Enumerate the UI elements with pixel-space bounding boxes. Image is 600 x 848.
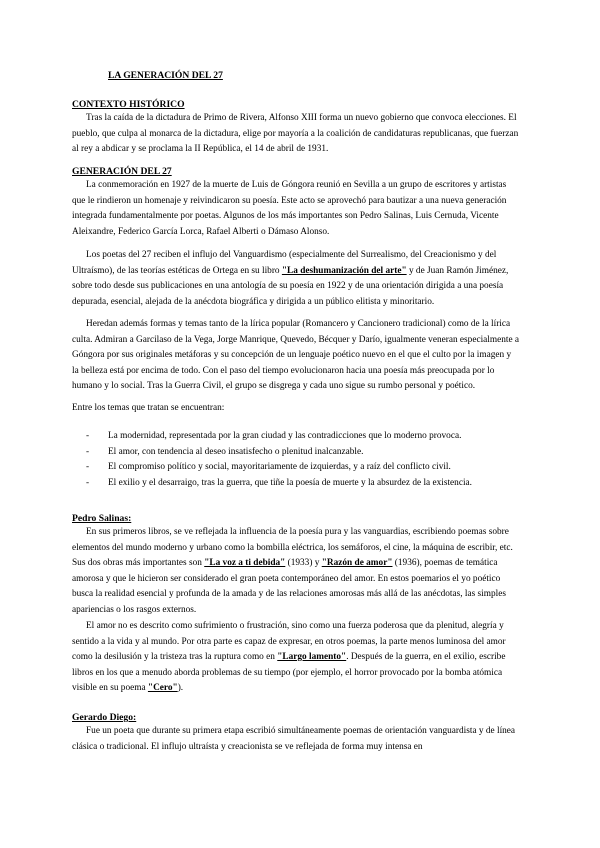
poem-title-largo-lamento: "Largo lamento" <box>277 652 347 662</box>
text-segment: El amor no es descrito como sufrimiento o frustración, sino como una fuerza poderosa que da plenitud, alegría y sentido a la vida y al mundo. Por otra parte es capaz de expresar, en otros poemas, la parte menos luminosa del amor como la desilusión y la tristeza tras la ruptura como en <box>72 621 506 662</box>
text-segment: (1933) y <box>285 558 322 568</box>
dash-bullet: - <box>86 477 90 488</box>
paragraph-generacion-2 <box>72 248 520 310</box>
document-title: LA GENERACIÓN DEL 27 <box>108 70 223 81</box>
list-item-text: El amor, con tendencia al deseo insatisfecho o plenitud inalcanzable. <box>108 446 364 457</box>
book-title-razon-de-amor: "Razón de amor" <box>321 558 393 568</box>
heading-generacion-27: GENERACIÓN DEL 27 <box>72 166 172 177</box>
text-segment: y de Juan Ramón Jiménez, sobre todo desde sus publicaciones en una antología de su poesía en 1922 y de una orientación dirigida a una poesía depurada, esencial, alejada de la anécdota biográfica y dirigida a un público elitista y minoritario. <box>72 265 509 307</box>
book-title-deshumanizacion: "La deshumanización del arte" <box>281 265 407 276</box>
temas-list <box>86 429 516 491</box>
text-segment: Los poetas del 27 reciben el influjo del Vanguardismo (especialmente del Surrealismo, del Creacionismo y del Ultraísmo), de las teorías estéticas de Ortega en su libro <box>72 250 497 276</box>
paragraph-contexto: Tras la caída de la dictadura de Primo de Rivera, Alfonso XIII forma un nuevo gobierno que convoca elecciones. El pueblo, que culpa al monarca de la dictadura, elige por mayoría a la coalición de candidaturas republicanas, que fuerzan al rey a abdicar y se proclama la II República, el 14 de abril de 1931. <box>72 113 519 154</box>
heading-gerardo-diego: Gerardo Diego: <box>72 712 137 723</box>
paragraph-salinas-2 <box>72 619 520 697</box>
text-segment: (1936), poemas de temática amorosa y que le hicieron ser considerado el gran poeta contemporáneo del amor. En estos poemarios el yo poético busca la realidad esencial y profunda de la amada y de las relaciones amorosas más allá de las anécdotas, las simples apariencias o los rasgos externos. <box>72 558 506 615</box>
list-item <box>86 460 516 476</box>
dash-bullet: - <box>86 446 90 457</box>
book-title-la-voz: "La voz a ti debida" <box>204 558 286 568</box>
list-item <box>86 445 516 461</box>
dash-bullet: - <box>86 431 90 441</box>
paragraph-generacion-1: La conmemoración en 1927 de la muerte de Luis de Góngora reunió en Sevilla a un grupo de escritores y artistas que le rindieron un homenaje y reivindicaron su poesía. Este acto se aprovechó para bautizar a una nueva generación integrada fundamentalmente por poetas. Algunos de los más importantes son Pedro Salinas, Luis Cernuda, Vicente Aleixandre, Federico García Lorca, Rafael Alberti o Dámaso Alonso. <box>72 180 507 237</box>
dash-bullet: - <box>86 462 90 472</box>
text-segment: ). <box>177 683 184 693</box>
list-item <box>86 429 516 445</box>
paragraph-generacion-3: Heredan además formas y temas tanto de la lírica popular (Romancero y Cancionero tradicional) como de la lírica culta. Admiran a Garcilaso de la Vega, Jorge Manrique, Quevedo, Bécquer y Darío, igualmente veneran especialmente a Góngora por sus originales metáforas y su concepción de un lenguaje poético nuevo en el que el culto por la imagen y la belleza está por encima de todo. Con el paso del tiempo evolucionaron hacia una poesía más preocupada por lo humano y lo social. Tras la Guerra Civil, el grupo se disgrega y cada uno sigue su rumbo personal y poético. <box>72 319 520 391</box>
heading-pedro-salinas: Pedro Salinas: <box>72 513 132 524</box>
heading-contexto-historico: CONTEXTO HISTÓRICO <box>72 99 185 110</box>
text-segment: . Después de la guerra, en el exilio, escribe libros en los que a menudo aborda problemas de su tiempo (por ejemplo, el horror provocado por la bomba atómica visible en su poema <box>72 652 506 693</box>
text-segment: En sus primeros libros, se ve reflejada la influencia de la poesía pura y las vanguardias, escribiendo poemas sobre elementos del mundo moderno y urbano como la bombilla eléctrica, los semáforos, el cine, la máquina de escribir, etc. Sus dos obras más importantes son <box>72 527 513 568</box>
list-item-text: La modernidad, representada por la gran ciudad y las contradicciones que lo moderno provoca. <box>108 431 462 441</box>
poem-title-cero: "Cero" <box>147 683 178 693</box>
list-item-text: El exilio y el desarraigo, tras la guerra, que tiñe la poesía de muerte y la absurdez de la existencia. <box>108 477 472 488</box>
list-item-text: El compromiso político y social, mayoritariamente de izquierdas, y a raíz del conflicto civil. <box>108 462 451 472</box>
list-item <box>86 476 516 492</box>
paragraph-salinas-1 <box>72 525 520 618</box>
temas-intro: Entre los temas que tratan se encuentran: <box>72 403 225 413</box>
paragraph-diego-1: Fue un poeta que durante su primera etapa escribió simultáneamente poemas de orientación vanguardista y de línea clásica o tradicional. El influjo ultraísta y creacionista se ve reflejada de forma muy intensa en <box>72 726 516 752</box>
